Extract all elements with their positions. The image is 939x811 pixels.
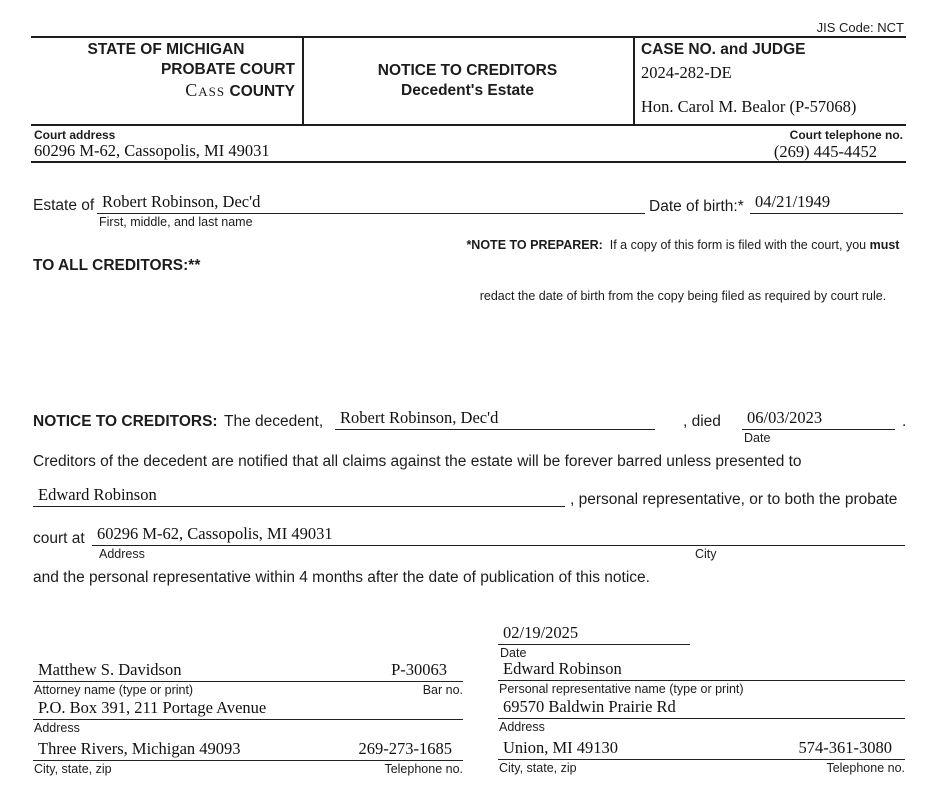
death-date-field xyxy=(742,406,895,430)
form-title-block xyxy=(302,62,633,100)
to-all-creditors-heading: TO ALL CREDITORS:** xyxy=(33,257,201,274)
rep-phone-value: 574-361-3080 xyxy=(798,738,892,757)
notice-heading: NOTICE TO CREDITORS: xyxy=(33,413,218,430)
signature-date-field xyxy=(498,621,690,645)
dob-field xyxy=(750,190,903,214)
rep-csz-field xyxy=(498,737,905,760)
personal-rep-name-value: Edward Robinson xyxy=(38,485,157,504)
header-mid-rule xyxy=(31,124,906,126)
attorney-address-hint: Address xyxy=(34,721,80,735)
rep-phone-hint: Telephone no. xyxy=(826,761,905,775)
estate-name-hint: First, middle, and last name xyxy=(99,215,253,229)
court-address-value: 60296 M-62, Cassopolis, MI 49031 xyxy=(34,141,270,160)
notice-sentence-lead xyxy=(33,413,323,431)
court-address-label: Court address xyxy=(34,128,116,142)
note-to-preparer-label: *NOTE TO PREPARER: xyxy=(466,238,603,252)
jis-code: JIS Code: NCT xyxy=(816,20,904,35)
state-title: STATE OF MICHIGAN xyxy=(87,41,245,58)
attorney-name-value: Matthew S. Davidson xyxy=(38,660,182,679)
decedent-name-value: Robert Robinson, Dec'd xyxy=(340,408,499,427)
personal-rep-tail: , personal representative, or to both the probate xyxy=(570,491,898,508)
case-label: CASE NO. and JUDGE xyxy=(641,41,806,58)
personal-rep-name-field xyxy=(33,483,565,507)
attorney-bar-hint: Bar no. xyxy=(422,683,463,697)
rep-address-hint: Address xyxy=(499,720,545,734)
rep-address-field xyxy=(498,696,905,719)
rep-csz-value: Union, MI 49130 xyxy=(503,738,619,757)
county-label: COUNTY xyxy=(229,83,295,100)
court-identity-block xyxy=(33,41,299,101)
note-to-preparer-must: must xyxy=(869,238,900,252)
signature-date-hint: Date xyxy=(500,646,527,660)
attorney-csz-field xyxy=(33,738,463,761)
rep-name-hint: Personal representative name (type or print) xyxy=(499,682,744,696)
court-at-label: court at xyxy=(33,530,85,547)
estate-name-value: Robert Robinson, Dec'd xyxy=(102,192,261,211)
header-divider-2 xyxy=(633,36,635,126)
court-at-city-hint: City xyxy=(695,547,717,561)
form-subtitle: Decedent's Estate xyxy=(401,82,534,99)
rep-name-value: Edward Robinson xyxy=(503,659,622,678)
header-top-rule xyxy=(31,36,906,38)
probate-court-title: PROBATE COURT xyxy=(160,61,295,78)
decedent-name-field xyxy=(335,406,655,430)
died-label: , died xyxy=(683,413,721,430)
creditors-paragraph: Creditors of the decedent are notified that all claims against the estate will be forever barred unless presented to xyxy=(33,453,802,470)
signature-date-value: 02/19/2025 xyxy=(503,623,579,642)
note-to-preparer-line2: redact the date of birth from the copy being filed as required by court rule. xyxy=(479,289,887,303)
note-to-preparer xyxy=(445,220,907,322)
death-date-value: 06/03/2023 xyxy=(747,408,823,427)
case-number: 2024-282-DE xyxy=(641,63,732,82)
death-date-hint: Date xyxy=(744,431,771,445)
rep-address-value: 69570 Baldwin Prairie Rd xyxy=(503,697,676,716)
attorney-csz-hint: City, state, zip xyxy=(34,762,112,776)
attorney-phone-value: 269-273-1685 xyxy=(358,739,452,758)
attorney-bar-no-value: P-30063 xyxy=(391,660,447,679)
rep-csz-hint: City, state, zip xyxy=(499,761,577,775)
attorney-address-field xyxy=(33,697,463,720)
dob-value: 04/21/1949 xyxy=(755,192,831,211)
dob-label: Date of birth:* xyxy=(649,198,744,215)
attorney-csz-value: Three Rivers, Michigan 49093 xyxy=(38,739,241,758)
attorney-address-value: P.O. Box 391, 211 Portage Avenue xyxy=(38,698,267,717)
county-value: Cass xyxy=(185,80,226,100)
court-phone-label: Court telephone no. xyxy=(789,128,903,142)
attorney-phone-hint: Telephone no. xyxy=(384,762,463,776)
court-at-value: 60296 M-62, Cassopolis, MI 49031 xyxy=(97,524,333,543)
judge-name: Hon. Carol M. Bealor (P-57068) xyxy=(641,97,857,116)
estate-of-label: Estate of xyxy=(33,197,95,214)
sentence-period: . xyxy=(902,413,907,430)
case-block xyxy=(641,41,901,117)
attorney-name-hint: Attorney name (type or print) xyxy=(34,683,194,697)
note-to-preparer-text: If a copy of this form is filed with the court, you xyxy=(602,238,870,252)
county-line xyxy=(33,80,299,101)
publication-paragraph: and the personal representative within 4 months after the date of publication of this notice. xyxy=(33,569,650,586)
court-at-field xyxy=(92,522,905,546)
notice-lead: The decedent, xyxy=(224,413,324,430)
form-title: NOTICE TO CREDITORS xyxy=(377,62,558,79)
estate-name-field xyxy=(97,190,645,214)
rep-name-field xyxy=(498,658,905,681)
court-at-address-hint: Address xyxy=(99,547,145,561)
attorney-name-field xyxy=(33,659,463,682)
court-phone-value: (269) 445-4452 xyxy=(773,142,877,161)
